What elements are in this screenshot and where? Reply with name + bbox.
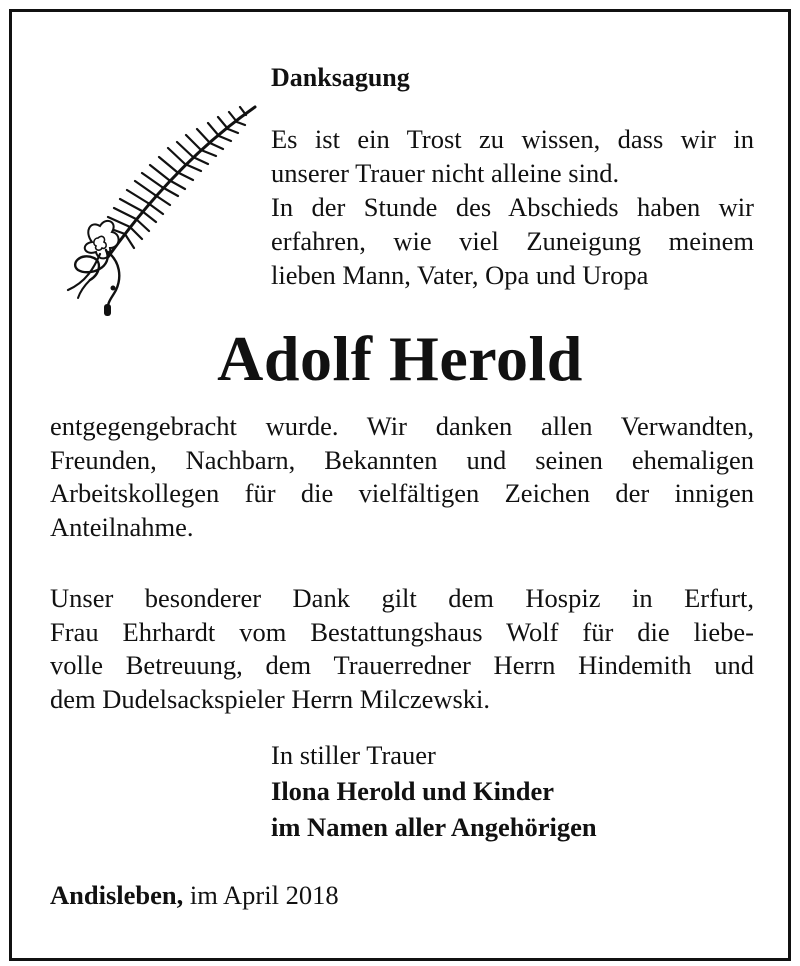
paragraph-line: volle Betreuung, dem Trauerredner Herrn Hindemith und	[50, 650, 754, 680]
paragraph-line: Anteilnahme.	[50, 511, 194, 542]
intro-line: lieben Mann, Vater, Opa und Uropa	[271, 260, 649, 290]
intro-line: unserer Trauer nicht alleine sind.	[271, 158, 620, 188]
intro-text	[271, 122, 754, 292]
signature-names: Ilona Herold und Kinder	[271, 776, 554, 806]
intro-line: Es ist ein Trost zu wissen, dass wir in	[271, 124, 754, 154]
heading-danksagung: Danksagung	[271, 63, 410, 92]
deceased-name: Adolf Herold	[217, 323, 583, 394]
place-name: Andisleben,	[50, 880, 184, 910]
obituary-card	[9, 9, 791, 961]
signature-line: In stiller Trauer	[271, 740, 436, 770]
paragraph-line: entgegengebracht wurde. Wir danken allen Verwandten,	[50, 411, 754, 441]
date-text: im April 2018	[189, 880, 339, 910]
special-thanks-paragraph	[50, 582, 754, 716]
thanks-paragraph	[50, 410, 754, 544]
paragraph-line: Frau Ehrhardt vom Bestattungshaus Wolf für die liebe-	[50, 616, 754, 647]
paragraph-line: Arbeitskollegen für die vielfältigen Zeichen der innigen	[50, 478, 754, 508]
paragraph-line: dem Dudelsackspieler Herrn Milczewski.	[50, 683, 491, 714]
paragraph-line: Freunden, Nachbarn, Bekannten und seinen ehemaligen	[50, 444, 754, 475]
signature-relatives: im Namen aller Angehörigen	[271, 812, 597, 842]
intro-line: erfahren, wie viel Zuneigung meinem	[271, 226, 754, 256]
intro-line: In der Stunde des Abschieds haben wir	[271, 192, 754, 222]
signature-block	[271, 737, 597, 845]
palm-frond-icon	[50, 92, 260, 324]
place-date	[50, 878, 339, 912]
paragraph-line: Unser besonderer Dank gilt dem Hospiz in Erfurt,	[50, 583, 754, 613]
